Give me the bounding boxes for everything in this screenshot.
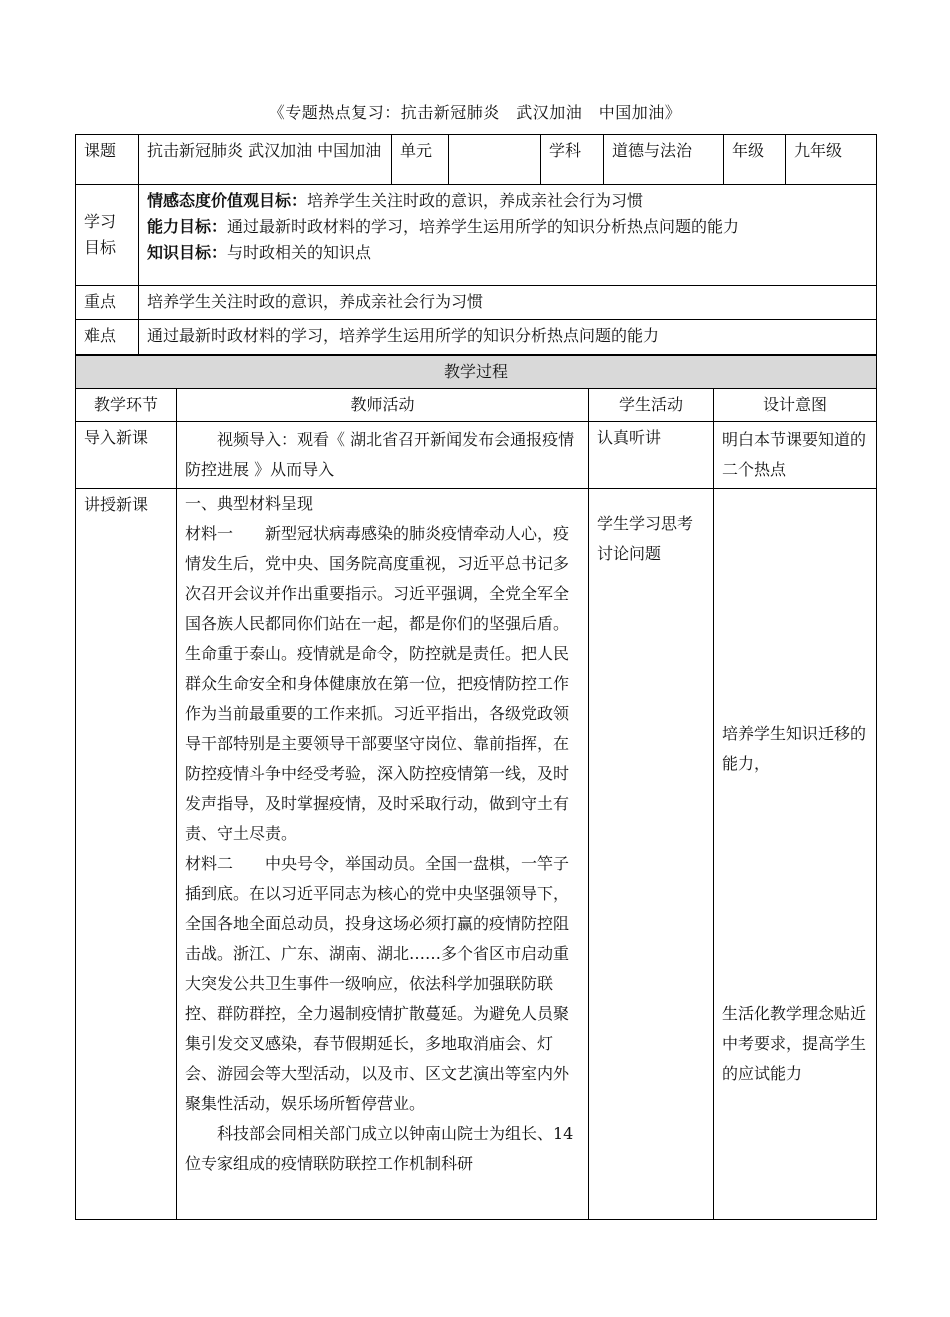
subject-value: 道德与法治 bbox=[604, 135, 724, 185]
material-three: 科技部会同相关部门成立以钟南山院士为组长、14位专家组成的疫情联防联控工作机制科研 bbox=[185, 1124, 574, 1173]
section-heading: 一、典型材料呈现 bbox=[185, 494, 314, 513]
grade-label: 年级 bbox=[724, 135, 786, 185]
goal-knowledge: 知识目标：与时政相关的知识点 bbox=[147, 243, 372, 262]
difficulty-text: 通过最新时政材料的学习，培养学生运用所学的知识分析热点问题的能力 bbox=[139, 320, 877, 355]
student-activity-cell: 学生学习思考讨论问题 bbox=[589, 489, 714, 1220]
student-activity-cell: 认真听讲 bbox=[589, 422, 714, 489]
key-point-label: 重点 bbox=[76, 286, 139, 320]
stage-cell: 讲授新课 bbox=[76, 489, 177, 1220]
design-intent-cell bbox=[714, 489, 877, 1220]
design-intent-cell: 明白本节课要知道的二个热点 bbox=[714, 422, 877, 489]
process-title-row bbox=[76, 356, 877, 389]
goal-ability: 能力目标：通过最新时政材料的学习，培养学生运用所学的知识分析热点问题的能力 bbox=[147, 217, 740, 236]
difficulty-label: 难点 bbox=[76, 320, 139, 355]
goals-label: 学习目标 bbox=[76, 185, 139, 286]
stage-cell: 导入新课 bbox=[76, 422, 177, 489]
teacher-activity-cell bbox=[177, 489, 589, 1220]
process-row-lecture bbox=[76, 489, 877, 1220]
intent-transfer: 培养学生知识迁移的能力， bbox=[722, 724, 867, 773]
intent-spacer bbox=[722, 489, 868, 719]
process-header-row bbox=[76, 389, 877, 422]
intent-exam: 生活化教学理念贴近中考要求，提高学生的应试能力 bbox=[722, 1004, 867, 1083]
info-row bbox=[76, 135, 877, 185]
goals-row bbox=[76, 185, 877, 286]
grade-value: 九年级 bbox=[786, 135, 877, 185]
teaching-process-table bbox=[75, 355, 877, 1220]
key-point-row bbox=[76, 286, 877, 320]
header-intent: 设计意图 bbox=[714, 389, 877, 422]
goal-attitude: 情感态度价值观目标：培养学生关注时政的意识，养成亲社会行为习惯 bbox=[147, 191, 644, 210]
subject-label: 学科 bbox=[541, 135, 604, 185]
unit-label: 单元 bbox=[392, 135, 449, 185]
header-student: 学生活动 bbox=[589, 389, 714, 422]
header-teacher: 教师活动 bbox=[177, 389, 589, 422]
material-one: 材料一 新型冠状病毒感染的肺炎疫情牵动人心，疫情发生后，党中央、国务院高度重视，习近平总书记多次召开会议并作出重要指示。习近平强调，全党全军全国各族人民都同你们站在一起，都是你们的坚强后盾。生命重于泰山。疫情就是命令，防控就是责任。把人民群众生命安全和身体健康放在第一位，把疫情防控工作作为当前最重要的工作来抓。习近平指出，各级党政领导干部特别是主要领导干部要坚守岗位、靠前指挥，在防控疫情斗争中经受考验，深入防控疫情第一线，及时发声指导，及时掌握疫情，及时采取行动，做到守土有责、守土尽责。 bbox=[185, 524, 570, 843]
document-title: 《专题热点复习：抗击新冠肺炎 武汉加油 中国加油》 bbox=[268, 103, 682, 122]
header-stage: 教学环节 bbox=[76, 389, 177, 422]
material-two: 材料二 中央号令，举国动员。全国一盘棋，一竿子插到底。在以习近平同志为核心的党中央坚强领导下，全国各地全面总动员，投身这场必须打赢的疫情防控阻击战。浙江、广东、湖南、湖北……多个省区市启动重大突发公共卫生事件一级响应，依法科学加强联防联控、群防群控，全力遏制疫情扩散蔓延。为避免人员聚集引发交叉感染，春节假期延长，多地取消庙会、灯会、游园会等大型活动，以及市、区文艺演出等室内外聚集性活动，娱乐场所暂停营业。 bbox=[185, 854, 570, 1113]
topic-value: 抗击新冠肺炎 武汉加油 中国加油 bbox=[139, 135, 392, 185]
difficulty-row bbox=[76, 320, 877, 355]
goals-content bbox=[139, 185, 877, 286]
intent-spacer bbox=[722, 779, 868, 999]
lesson-info-table bbox=[75, 134, 877, 355]
process-title: 教学过程 bbox=[76, 356, 877, 389]
key-point-text: 培养学生关注时政的意识，养成亲社会行为习惯 bbox=[139, 286, 877, 320]
topic-label: 课题 bbox=[76, 135, 139, 185]
unit-value bbox=[449, 135, 541, 185]
process-row-intro bbox=[76, 422, 877, 489]
teacher-activity-cell: 视频导入：观看《 湖北省召开新闻发布会通报疫情防控进展 》从而导入 bbox=[177, 422, 589, 489]
